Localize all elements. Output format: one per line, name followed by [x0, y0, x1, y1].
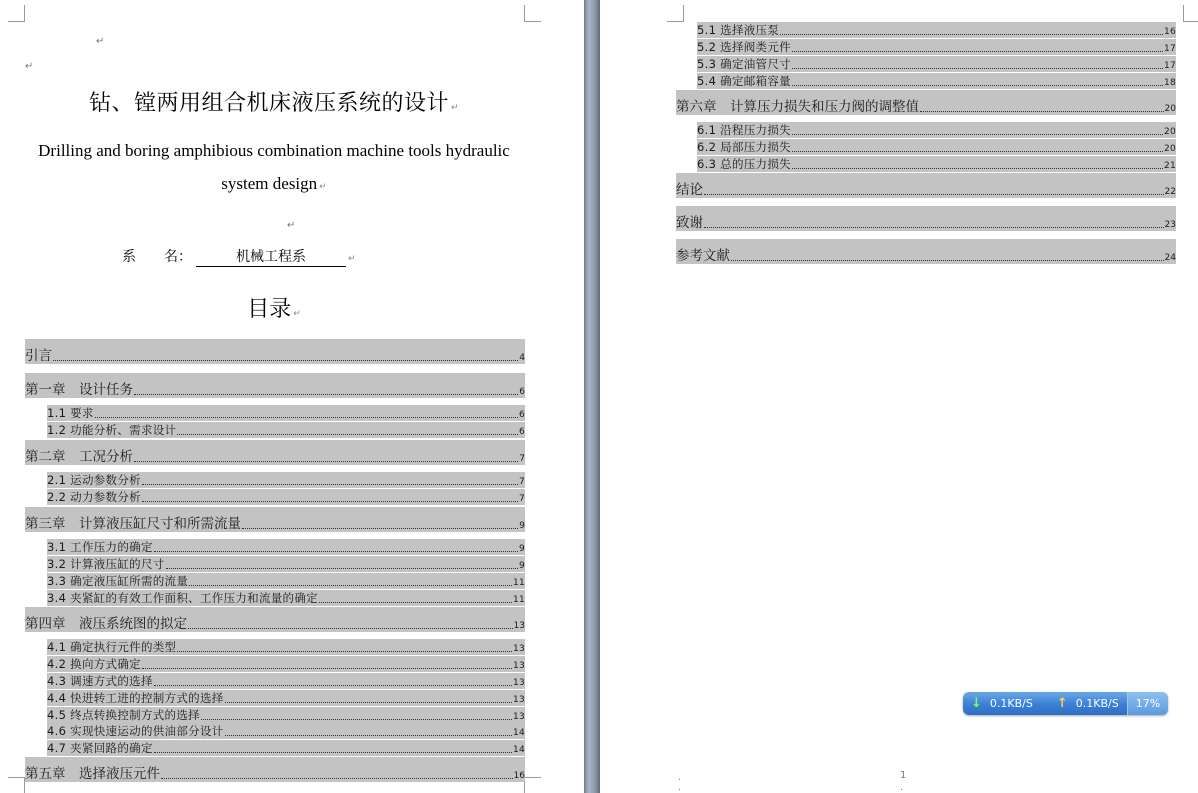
toc-dot-leader	[154, 685, 512, 686]
toc-entry-label: 2.2 动力参数分析	[47, 490, 141, 504]
toc-entry-label: 3.2 计算液压缸的尺寸	[47, 557, 165, 571]
toc-entry-label: 致谢	[676, 215, 703, 231]
toc-entry-page: 20	[1163, 144, 1176, 154]
toc-entry-page: 22	[1164, 187, 1176, 197]
toc-entry-page: 13	[512, 695, 525, 705]
toc-entry-label: 3.1 工作压力的确定	[47, 540, 153, 554]
toc-entry-page: 20	[1163, 127, 1176, 137]
toc-entry-label: 参考文献	[676, 248, 730, 264]
toc-dot-leader	[792, 151, 1163, 152]
toc-chapter-entry[interactable]	[25, 507, 525, 532]
toc-dot-leader	[188, 628, 513, 629]
paragraph-mark: ↵	[287, 220, 296, 231]
toc-entry-page: 23	[1164, 220, 1176, 230]
document-title-text: 钻、镗两用组合机床液压系统的设计	[88, 91, 449, 116]
network-monitor-widget[interactable]	[963, 692, 1168, 715]
subtitle-line-2: system design	[221, 174, 318, 193]
toc-entry-label: 5.2 选择阀类元件	[697, 40, 791, 54]
toc-entry-page: 6	[518, 427, 525, 437]
toc-dot-leader	[201, 719, 512, 720]
toc-entry-label: 6.3 总的压力损失	[697, 157, 791, 171]
toc-entry-page: 4	[519, 353, 525, 363]
toc-section-entry[interactable]	[697, 56, 1176, 72]
toc-dot-leader	[134, 394, 518, 395]
toc-section-entry[interactable]	[47, 573, 525, 589]
toc-dot-leader	[134, 461, 518, 462]
toc-entry-page: 7	[519, 454, 525, 464]
toc-entry-page: 7	[518, 477, 525, 487]
toc-entry-label: 4.6 实现快速运动的供油部分设计	[47, 724, 224, 738]
toc-dot-leader	[242, 528, 518, 529]
toc-section-entry[interactable]	[47, 539, 525, 555]
toc-dot-leader	[731, 260, 1164, 261]
department-label: 系 名：	[122, 249, 192, 265]
toc-dot-leader	[792, 68, 1163, 69]
paragraph-mark: ↵	[96, 36, 105, 47]
toc-entry-label: 4.5 终点转换控制方式的选择	[47, 708, 200, 722]
toc-chapter-entry[interactable]	[676, 173, 1176, 198]
toc-entry-label: 2.1 运动参数分析	[47, 473, 141, 487]
toc-chapter-entry[interactable]	[25, 373, 525, 398]
toc-heading-text: 目录	[247, 297, 292, 322]
toc-section-entry[interactable]	[697, 156, 1176, 172]
toc-section-entry[interactable]	[697, 122, 1176, 138]
toc-section-entry[interactable]	[697, 139, 1176, 155]
toc-entry-page: 9	[518, 561, 525, 571]
toc-entry-page: 14	[512, 745, 525, 755]
toc-entry-label: 1.2 功能分析、需求设计	[47, 423, 177, 437]
cpu-percent: 17%	[1127, 692, 1168, 715]
toc-dot-leader	[53, 360, 518, 361]
up-arrow-icon: ↑	[1056, 696, 1068, 711]
document-title[interactable]	[24, 86, 524, 117]
toc-dot-leader	[792, 168, 1163, 169]
toc-entry-page: 17	[1163, 44, 1176, 54]
crop-mark-top-left	[8, 5, 25, 22]
toc-chapter-entry[interactable]	[25, 339, 525, 364]
toc-entry-page: 20	[1164, 104, 1176, 114]
toc-chapter-entry[interactable]	[25, 607, 525, 632]
toc-section-entry[interactable]	[47, 489, 525, 505]
toc-section-entry[interactable]	[697, 22, 1176, 38]
toc-entry-page: 18	[1163, 78, 1176, 88]
toc-entry-label: 第三章 计算液压缸尺寸和所需流量	[25, 516, 241, 532]
toc-section-entry[interactable]	[47, 656, 525, 672]
toc-entry-label: 6.1 沿程压力损失	[697, 123, 791, 137]
toc-entry-label: 结论	[676, 182, 703, 198]
toc-entry-label: 1.1 要求	[47, 406, 94, 420]
toc-entry-page: 13	[512, 661, 525, 671]
toc-entry-label: 第五章 选择液压元件	[25, 766, 160, 782]
toc-dot-leader	[177, 434, 518, 435]
toc-section-entry[interactable]	[47, 556, 525, 572]
toc-entry-page: 13	[512, 678, 525, 688]
toc-dot-leader	[142, 668, 512, 669]
toc-entry-label: 第六章 计算压力损失和压力阀的调整值	[676, 99, 919, 115]
toc-dot-leader	[792, 85, 1163, 86]
download-speed: 0.1KB/S	[989, 697, 1033, 710]
toc-entry-page: 9	[519, 521, 525, 531]
toc-dot-leader	[792, 134, 1163, 135]
toc-entry-page: 13	[513, 621, 525, 631]
subtitle-line-1: Drilling and boring amphibious combination machine tools hydraulic	[38, 141, 510, 160]
toc-entry-label: 引言	[25, 348, 52, 364]
toc-dot-leader	[704, 194, 1164, 195]
toc-dot-leader	[319, 602, 512, 603]
toc-dot-leader	[95, 417, 518, 418]
toc-section-entry[interactable]	[47, 422, 525, 438]
toc-entry-label: 5.3 确定油管尺寸	[697, 57, 791, 71]
toc-entry-label: 5.1 选择液压泵	[697, 23, 780, 37]
crop-mark-bottom-left	[8, 777, 25, 793]
toc-section-entry[interactable]	[47, 740, 525, 756]
toc-section-entry[interactable]	[47, 639, 525, 655]
toc-entry-label: 3.4 夹紧缸的有效工作面积、工作压力和流量的确定	[47, 591, 318, 605]
footer-mark: .	[900, 782, 904, 793]
page-gutter	[584, 0, 600, 793]
crop-mark-top-right	[524, 5, 541, 22]
toc-section-entry[interactable]	[47, 590, 525, 606]
document-page-left[interactable]	[0, 0, 584, 793]
toc-dot-leader	[142, 484, 518, 485]
toc-entry-label: 4.4 快进转工进的控制方式的选择	[47, 691, 224, 705]
toc-entry-label: 4.3 调速方式的选择	[47, 674, 153, 688]
crop-mark-bottom-right	[524, 777, 541, 793]
toc-entry-label: 第四章 液压系统图的拟定	[25, 616, 187, 632]
toc-entry-label: 4.7 夹紧回路的确定	[47, 741, 153, 755]
footer-mark: .	[678, 772, 682, 783]
download-segment	[963, 692, 1033, 715]
toc-dot-leader	[704, 227, 1164, 228]
toc-section-entry[interactable]	[47, 405, 525, 421]
toc-heading[interactable]	[24, 292, 524, 323]
department-line[interactable]	[122, 246, 356, 267]
toc-entry-page: 6	[518, 410, 525, 420]
toc-entry-label: 6.2 局部压力损失	[697, 140, 791, 154]
document-page-right[interactable]	[600, 0, 1198, 793]
toc-dot-leader	[161, 778, 513, 779]
toc-entry-page: 11	[512, 578, 525, 588]
toc-section-entry[interactable]	[47, 707, 525, 723]
upload-segment	[1033, 692, 1119, 715]
toc-dot-leader	[792, 51, 1163, 52]
toc-section-entry[interactable]	[697, 73, 1176, 89]
document-subtitle[interactable]	[24, 134, 524, 203]
toc-dot-leader	[780, 34, 1163, 35]
paragraph-mark: ↵	[348, 254, 356, 264]
toc-dot-leader	[225, 702, 512, 703]
department-value: 机械工程系	[196, 246, 346, 267]
toc-section-entry[interactable]	[47, 723, 525, 739]
toc-section-entry[interactable]	[47, 673, 525, 689]
toc-dot-leader	[142, 501, 518, 502]
upload-speed: 0.1KB/S	[1075, 697, 1119, 710]
toc-entry-page: 17	[1163, 61, 1176, 71]
toc-entry-page: 11	[512, 595, 525, 605]
toc-entry-page: 7	[518, 494, 525, 504]
crop-mark-top-right	[1183, 5, 1198, 22]
toc-dot-leader	[920, 111, 1164, 112]
toc-entry-page: 14	[512, 728, 525, 738]
toc-dot-leader	[154, 752, 512, 753]
toc-chapter-entry[interactable]	[676, 90, 1176, 115]
toc-entry-page: 13	[512, 644, 525, 654]
paragraph-mark: ↵	[293, 309, 301, 319]
paragraph-mark: ↵	[25, 61, 34, 72]
down-arrow-icon: ↓	[971, 696, 982, 711]
toc-entry-page: 9	[518, 544, 525, 554]
toc-entry-page: 24	[1164, 253, 1176, 263]
footer-page-number: 1	[900, 770, 907, 781]
toc-entry-page: 16	[1163, 27, 1176, 37]
toc-section-entry[interactable]	[47, 690, 525, 706]
toc-entry-page: 6	[519, 387, 525, 397]
footer-mark: .	[678, 782, 682, 793]
toc-section-entry[interactable]	[47, 472, 525, 488]
toc-chapter-entry[interactable]	[676, 206, 1176, 231]
toc-entry-page: 16	[513, 771, 525, 781]
toc-chapter-entry[interactable]	[25, 440, 525, 465]
toc-entry-label: 第一章 设计任务	[25, 382, 133, 398]
toc-entry-label: 第二章 工况分析	[25, 449, 133, 465]
toc-chapter-entry[interactable]	[25, 757, 525, 782]
paragraph-mark: ↵	[450, 103, 460, 113]
toc-entry-label: 4.1 确定执行元件的类型	[47, 640, 177, 654]
toc-entry-label: 5.4 确定邮箱容量	[697, 74, 791, 88]
toc-dot-leader	[177, 651, 512, 652]
toc-entry-label: 4.2 换向方式确定	[47, 657, 141, 671]
toc-chapter-entry[interactable]	[676, 239, 1176, 264]
toc-dot-leader	[166, 568, 518, 569]
toc-dot-leader	[154, 551, 518, 552]
toc-entry-page: 13	[512, 712, 525, 722]
toc-dot-leader	[225, 735, 512, 736]
paragraph-mark: ↵	[319, 181, 327, 191]
toc-dot-leader	[189, 585, 512, 586]
toc-entry-label: 3.3 确定液压缸所需的流量	[47, 574, 189, 588]
toc-section-entry[interactable]	[697, 39, 1176, 55]
toc-entry-page: 21	[1163, 161, 1176, 171]
crop-mark-top-left	[667, 5, 684, 22]
